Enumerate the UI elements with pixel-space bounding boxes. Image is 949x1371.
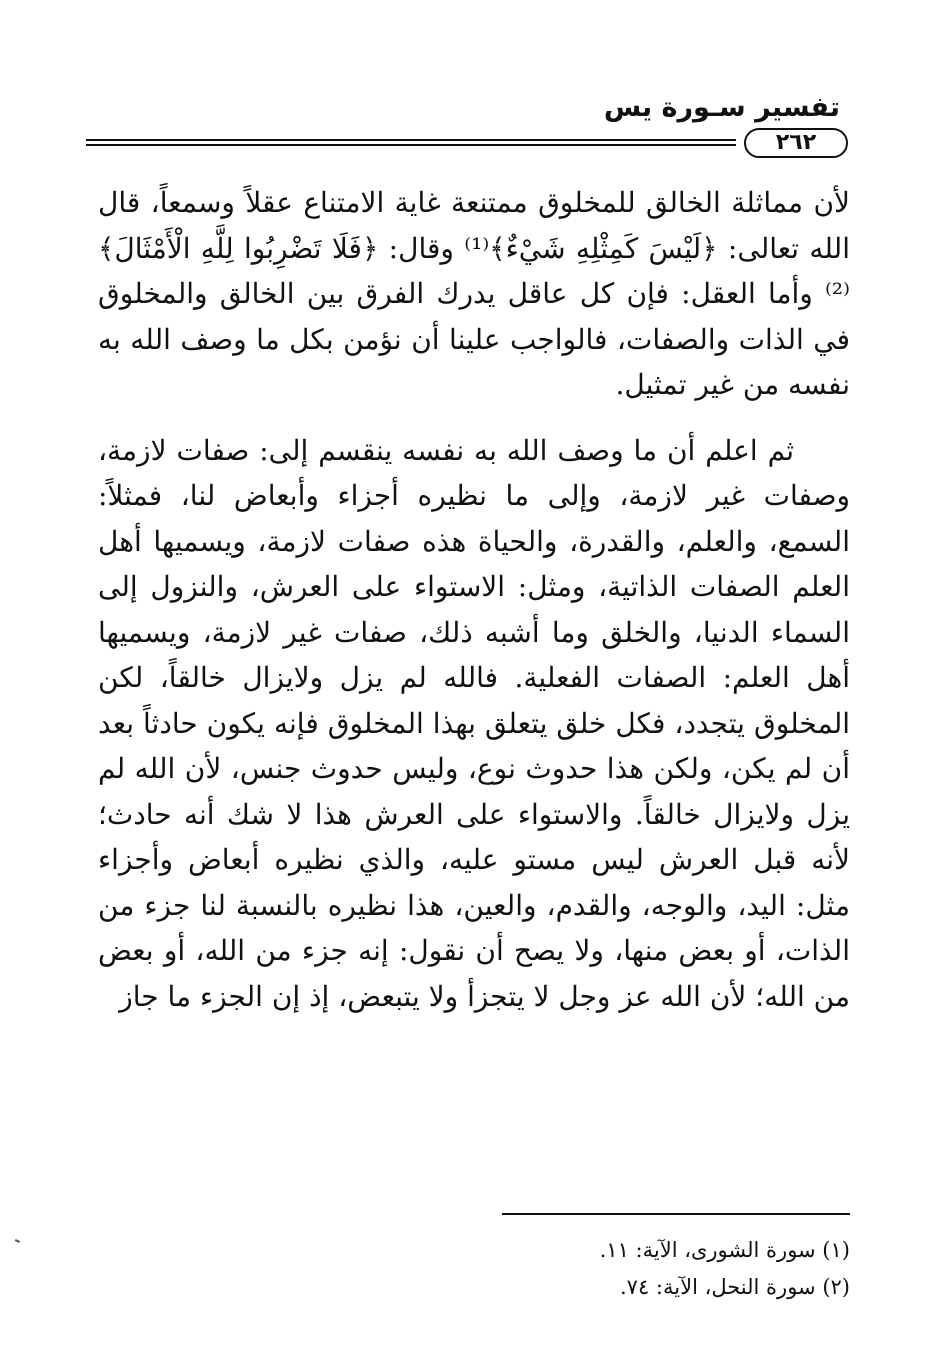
footnote-separator [502,1213,850,1215]
running-title: تفسير سـورة يس [603,92,840,123]
page-number: ٢٦٢ [744,128,848,158]
footnote-2: (٢) سورة النحل، الآية: ٧٤. [619,1275,850,1299]
body-text [98,180,850,1019]
footnote-1: (١) سورة الشورى، الآية: ١١. [599,1238,850,1262]
header-rule-bottom [86,144,736,146]
paragraph-2: ثم اعلم أن ما وصف الله به نفسه ينقسم إلى: صفات لازمة، وصفات غير لازمة، وإلى ما نظيره أجزاء وأبعاض لنا، فمثلاً: السمع، والعلم، والقدرة، والحياة هذه صفات لازمة، ويسميها أهل العلم الصفات الذاتية، ومثل: الاستواء على العرش، والنزول إلى السماء الدنيا، والخلق وما أشبه ذلك، صفات غير لازمة، ويسميها أهل العلم: الصفات الفعلية. فالله لم يزل ولايزال خالقاً، لكن المخلوق يتجدد، فكل خلق يتعلق بهذا المخلوق فإنه يكون حادثاً بعد أن لم يكن، ولكن هذا حدوث نوع، وليس حدوث جنس، لأن الله لم يزل ولايزال خالقاً. والاستواء على العرش هذا لا شك أنه حادث؛ لأنه قبل العرش ليس مستو عليه، والذي نظيره أبعاض وأجزاء مثل: اليد، والوجه، والقدم، والعين، هذا نظيره بالنسبة لنا جزء من الذات، أو بعض منها، ولا يصح أن نقول: إنه جزء من الله، أو بعض من الله؛ لأن الله عز وجل لا يتجزأ ولا يتبعض، إذ إن الجزء ما جاز [98,433,850,1013]
header-rule-top [86,139,736,141]
scan-speck [15,1239,20,1243]
paragraph-1: لأن مماثلة الخالق للمخلوق ممتنعة غاية الامتناع عقلاً وسمعاً، قال الله تعالى: ﴿لَيْسَ كَمِثْلِهِ شَيْءٌ﴾⁽¹⁾ وقال: ﴿فَلَا تَضْرِبُوا لِلَّهِ الْأَمْثَالَ﴾⁽²⁾ وأما العقل: فإن كل عاقل يدرك الفرق بين الخالق والمخلوق في الذات والصفات، فالواجب علينا أن نؤمن بكل ما وصف الله به نفسه من غير تمثيل. [98,186,850,401]
footnotes [420,1232,850,1306]
page-header [86,92,848,170]
